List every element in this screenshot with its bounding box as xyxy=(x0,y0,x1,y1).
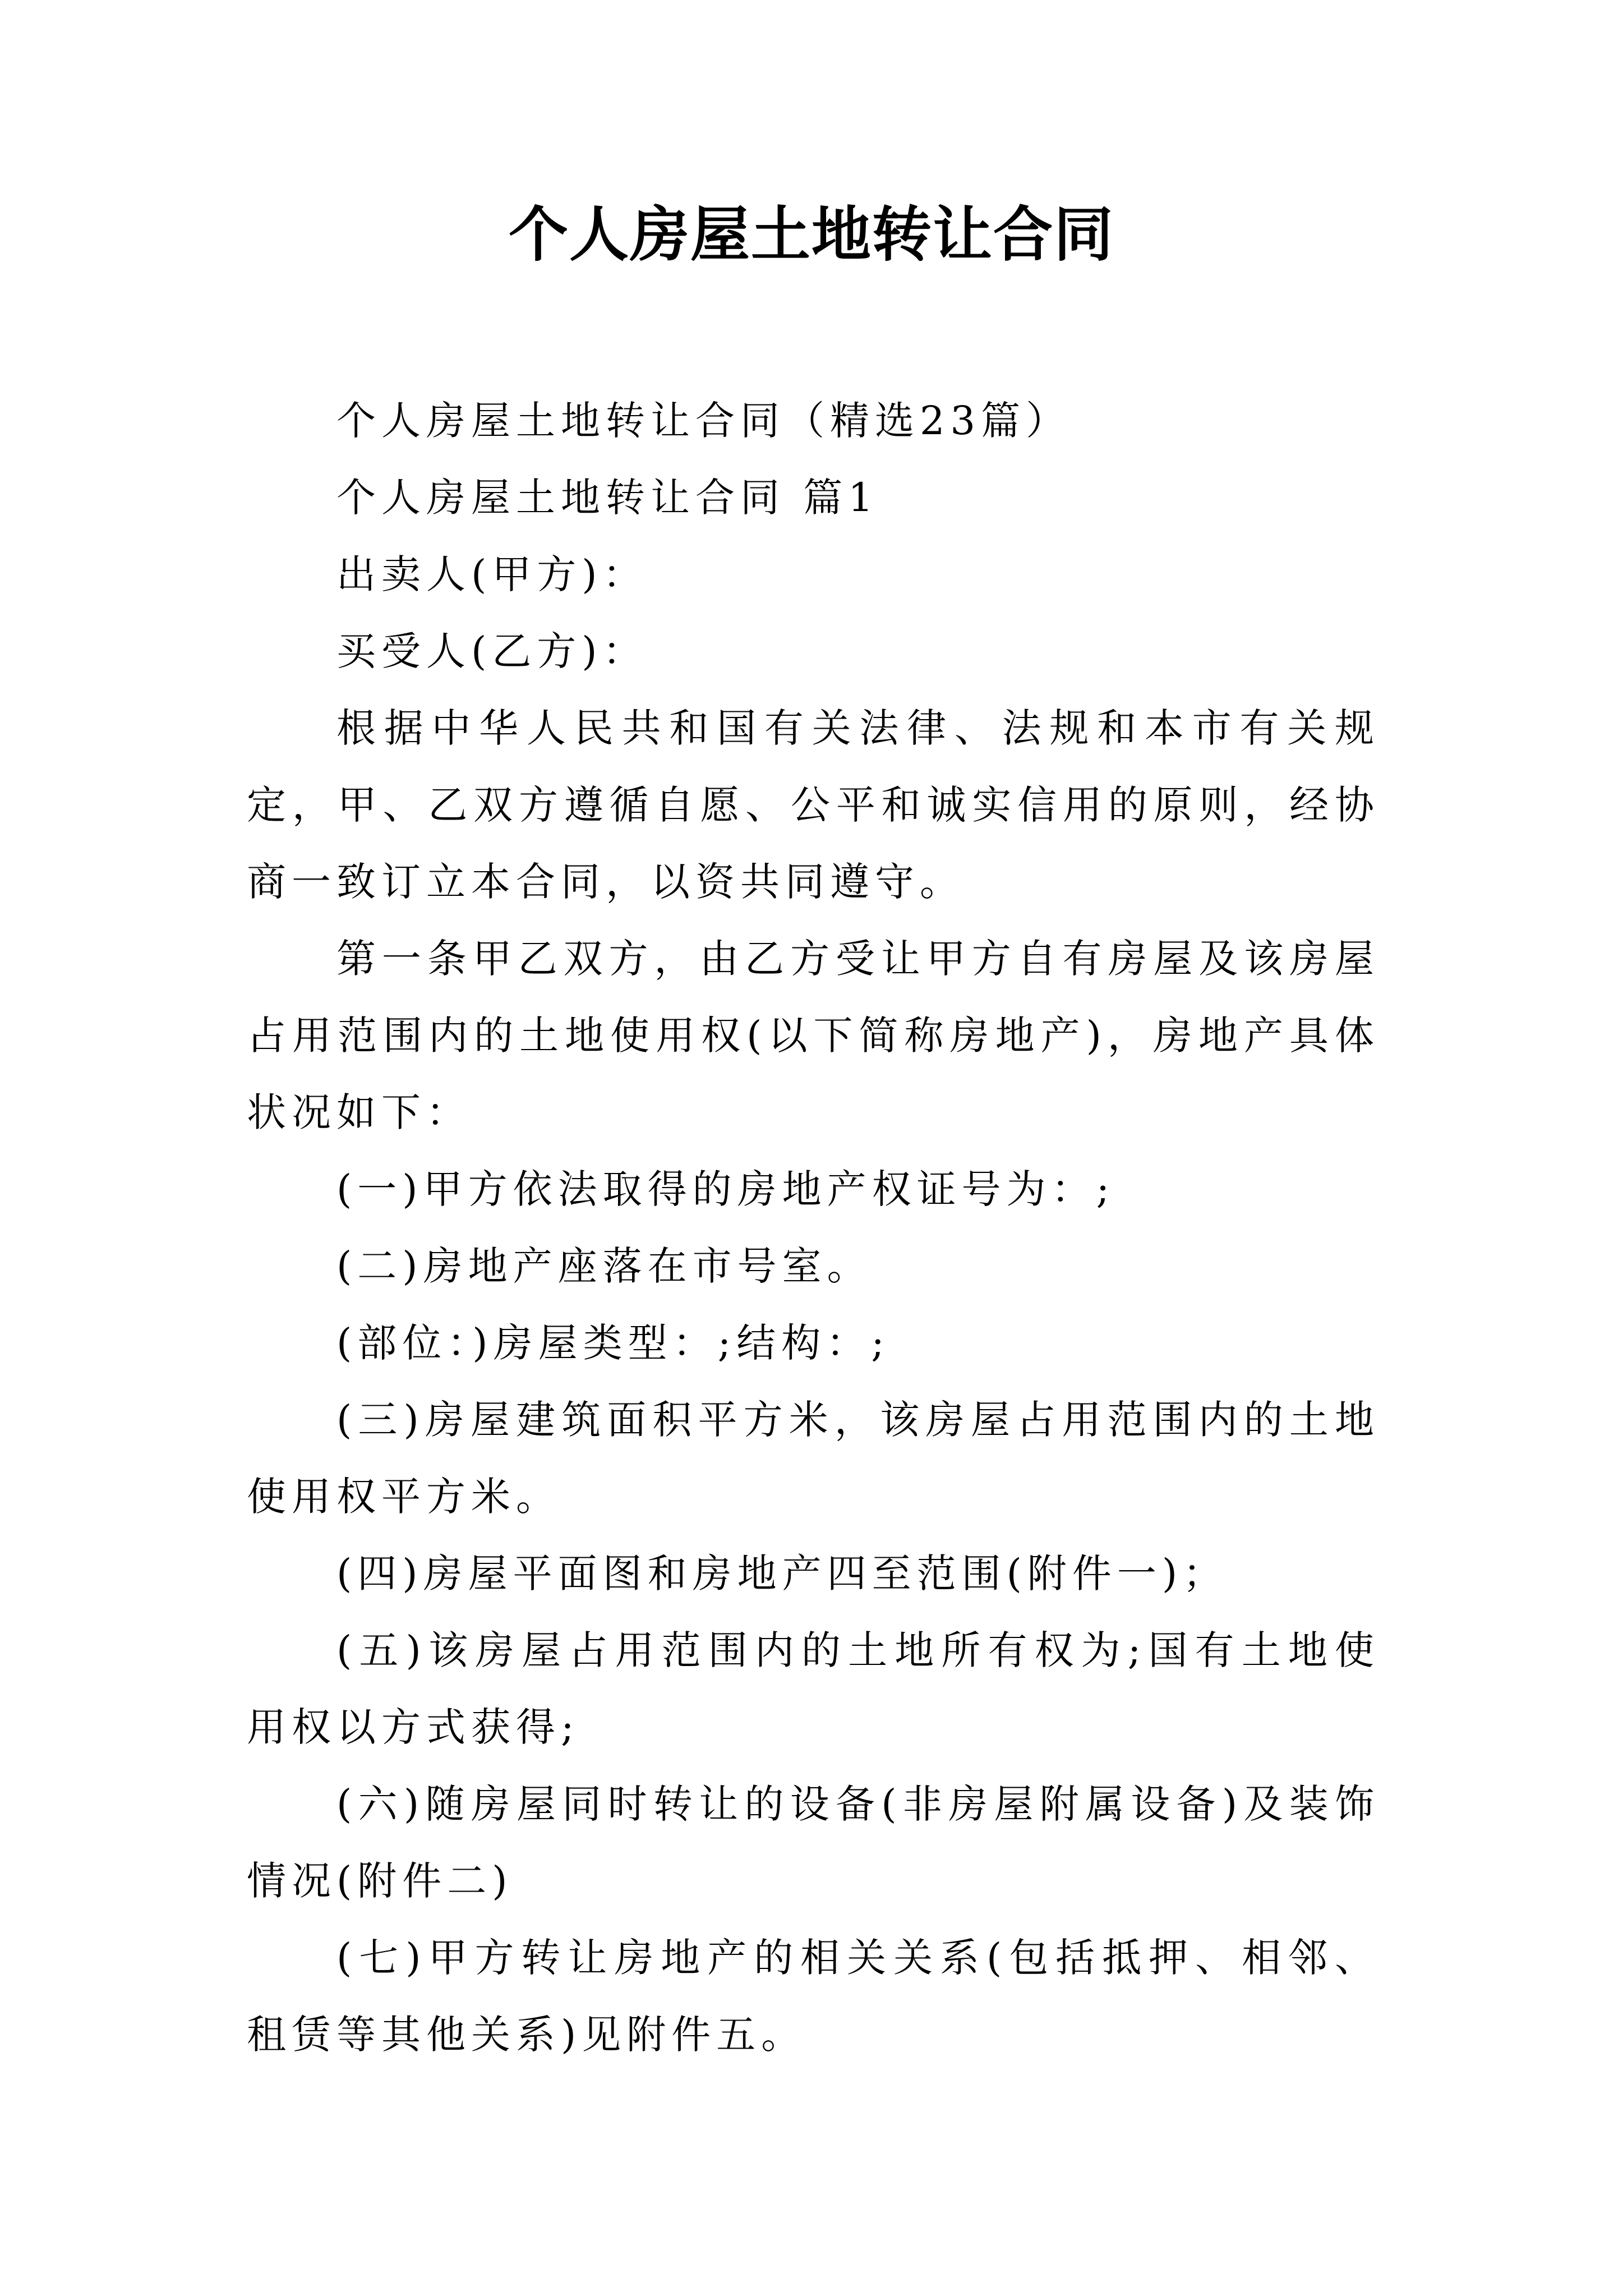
paragraph-article-1: 第一条甲乙双方，由乙方受让甲方自有房屋及该房屋占用范围内的土地使用权(以下简称房地产)，房地产具体状况如下： xyxy=(247,936,1380,1135)
paragraph-item-1: (一)甲方依法取得的房地产权证号为：; xyxy=(336,1166,1115,1212)
document-body xyxy=(247,383,1380,2073)
paragraph-item-5: (五)该房屋占用范围内的土地所有权为;国有土地使用权以方式获得; xyxy=(247,1627,1380,1750)
paragraph-preamble: 根据中华人民共和国有关法律、法规和本市有关规定，甲、乙双方遵循自愿、公平和诚实信用的原则，经协商一致订立本合同，以资共同遵守。 xyxy=(247,705,1380,905)
paragraph-item-4: (四)房屋平面图和房地产四至范围(附件一)； xyxy=(336,1550,1228,1596)
paragraph-item-2: (二)房地产座落在市号室。 xyxy=(336,1243,872,1289)
paragraph-buyer: 买受人(乙方)： xyxy=(336,628,648,674)
paragraph-collection-heading: 个人房屋土地转让合同（精选23篇） xyxy=(336,398,1071,444)
paragraph-section-heading: 个人房屋土地转让合同 篇1 xyxy=(336,475,879,521)
paragraph-seller: 出卖人(甲方)： xyxy=(336,551,648,597)
paragraph-item-7: (七)甲方转让房地产的相关关系(包括抵押、相邻、租赁等其他关系)见附件五。 xyxy=(247,1935,1380,2058)
paragraph-item-3: (三)房屋建筑面积平方米，该房屋占用范围内的土地使用权平方米。 xyxy=(247,1397,1380,1520)
paragraph-item-6: (六)随房屋同时转让的设备(非房屋附属设备)及装饰情况(附件二) xyxy=(247,1781,1380,1904)
paragraph-item-2-detail: (部位：)房屋类型：;结构：; xyxy=(336,1320,890,1366)
document-title: 个人房屋土地转让合同 xyxy=(509,199,1114,269)
